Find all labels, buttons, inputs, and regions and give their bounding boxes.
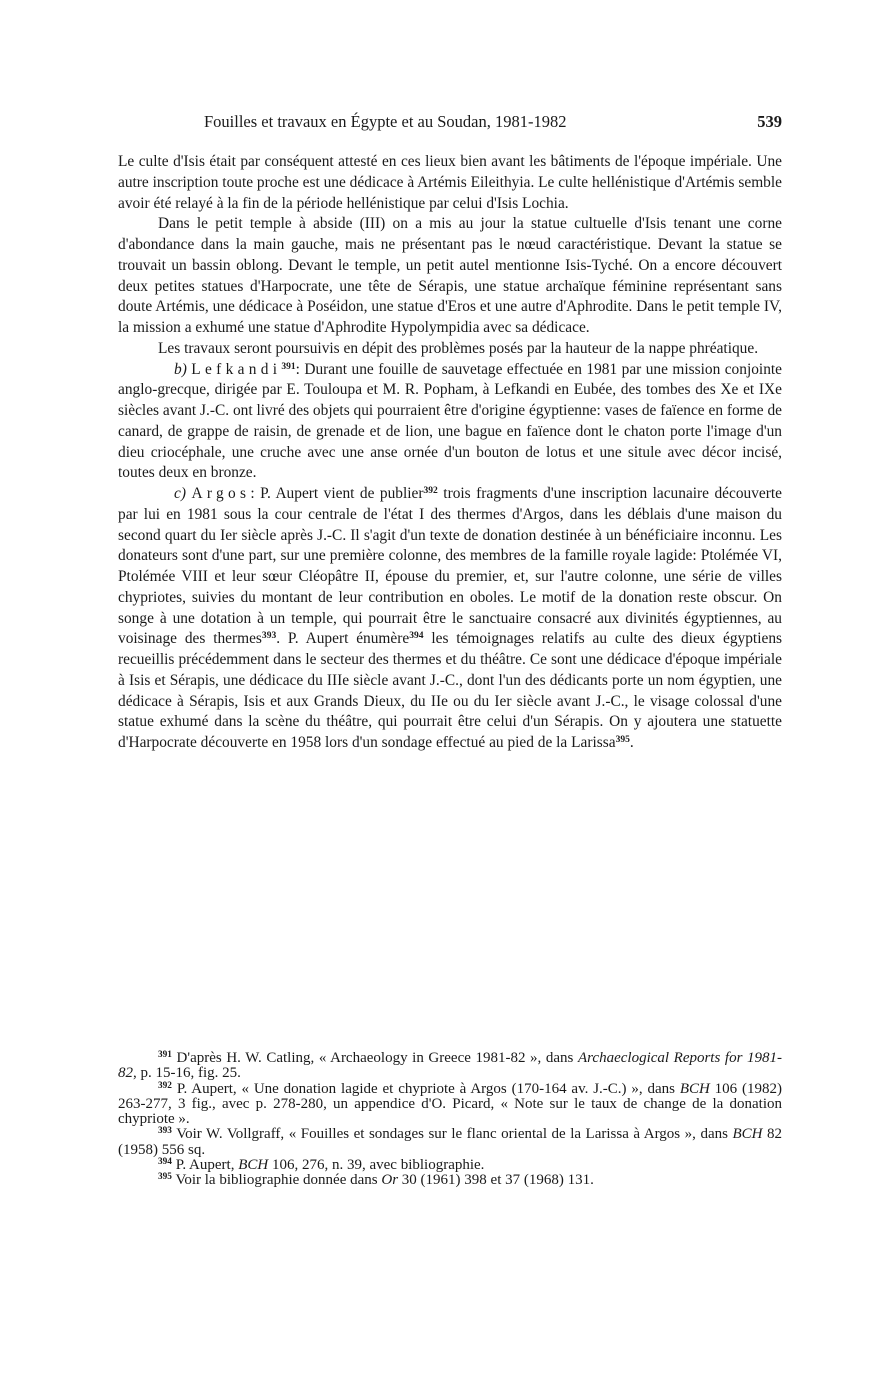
footnote-title: Or: [381, 1172, 399, 1189]
footnote-title: BCH: [238, 1157, 269, 1174]
footnote-number: 393: [158, 1126, 172, 1137]
footnote-ref-395[interactable]: 395: [615, 733, 630, 745]
place-argos: Argos: [191, 485, 251, 502]
footnote-title: BCH: [732, 1126, 763, 1143]
argos-text-c: . P. Aupert énumère: [276, 630, 410, 648]
footnote-number: 392: [158, 1080, 172, 1091]
argos-text-d: les témoignages relatifs au culte des dieux égyptiens recueillis précédemment dans le secteur des thermes et du théâtre. Ce sont une dédicace d'époque impériale à Isis et Sérapis, une dédicace du IIIe siècle avant J.-C., dont l'un des dédicants porte un nom égyptien, une dédicace à Sérapis, Isis et aux Grands Dieux, du IIe ou du Ier siècle avant J.-C., le visage colossal d'une statue exhumé dans la scène du théâtre, qui pourrait être celui d'un Sérapis. On y ajoutera une statuette d'Harpocrate découverte en 1958 lors d'un sondage effectué au pied de la Larissa: [118, 630, 782, 751]
footnote-395: [118, 1173, 782, 1188]
footnote-394: [118, 1158, 782, 1173]
paragraph-works-continue: Les travaux seront poursuivis en dépit des problèmes posés par la hauteur de la nappe phréatique.: [158, 339, 759, 357]
footnote-text: P. Aupert, « Une donation lagide et chypriote à Argos (170-164 av. J.-C.) », dans: [176, 1080, 680, 1097]
page-number: 539: [757, 112, 782, 131]
footnote-text: Voir W. Vollgraff, « Fouilles et sondages sur le flanc oriental de la Larissa à Argos », dans: [176, 1126, 733, 1143]
paragraph-temple-iii: Dans le petit temple à abside (III) on a mis au jour la statue cultuelle d'Isis tenant une corne d'abondance dans la main gauche, mais ne présentant pas le nœud caractéristique. Devant la statue se trouvait un bassin oblong. Devant le temple, un petit autel mentionne Isis-Tyché. On a encore découvert deux petites statues d'Harpocrate, une tête de Sérapis, une statue archaïque féminine représentant sans doute Artémis, une dédicace à Poséidon, une statue d'Eros et une autre d'Aphrodite. Dans le petit temple IV, la mission a exhumé une statue d'Aphrodite Hypolympidia avec sa dédicace.: [118, 215, 782, 336]
footnote-ref-392[interactable]: 392: [423, 484, 438, 496]
lefkandi-text: : Durant une fouille de sauvetage effectuée en 1981 par une mission conjointe anglo-grecque, dirigée par E. Touloupa et M. R. Popham, à Lefkandi en Eubée, des tombes des Xe et IXe siècles avant J.-C. ont livré des objets qui pourraient être d'origine égyptienne: vases de faïence en forme de canard, de grappe de raisin, de grenade et de lion, une bague en faïence dont le chaton porte l'image d'un dieu criocéphale, une cruche avec une anse ornée d'un bouton de lotus et une situle avec décor incisé, toutes deux en bronze.: [118, 360, 782, 482]
footnote-ref-391[interactable]: 391: [281, 360, 296, 372]
section-label-c: c): [174, 485, 186, 502]
footnote-392: [118, 1082, 782, 1128]
paragraph-lefkandi: [118, 360, 782, 485]
footnote-number: 391: [158, 1049, 172, 1060]
footnote-ref-393[interactable]: 393: [261, 630, 277, 641]
running-title: Fouilles et travaux en Égypte et au Soudan, 1981-1982: [204, 112, 567, 131]
place-lefkandi: Lefkandi: [191, 360, 282, 378]
argos-text-a: : P. Aupert vient de publier: [250, 485, 424, 502]
argos-text-e: .: [629, 734, 634, 751]
footnote-text: D'après H. W. Catling, « Archaeology in Greece 1981-82 », dans: [176, 1050, 578, 1066]
footnote-title: BCH: [679, 1080, 710, 1097]
footnote-text: Voir la bibliographie donnée dans: [175, 1172, 382, 1189]
footnote-ref-394[interactable]: 394: [409, 630, 424, 641]
footnote-text: , p. 15-16, fig. 25.: [133, 1065, 241, 1082]
footnote-391: [118, 1051, 782, 1082]
running-header: [118, 112, 782, 136]
footnote-text: 30 (1961) 398 et 37 (1968) 131.: [398, 1172, 594, 1189]
footnote-text: 82 (1958) 556 sq.: [118, 1126, 783, 1158]
footnote-number: 394: [158, 1156, 172, 1167]
footnote-text: 106, 276, n. 39, avec bibliographie.: [268, 1157, 485, 1174]
footnote-393: [118, 1127, 782, 1158]
paragraph-argos: [118, 484, 782, 754]
section-label-b: b): [174, 360, 187, 378]
paragraph-isis-cult: Le culte d'Isis était par conséquent attesté en ces lieux bien avant les bâtiments de l'époque impériale. Une autre inscription toute proche est une dédicace à Artémis Eileithyia. Le culte hellénistique d'Artémis semble avoir été relayé à la fin de la période hellénistique par celui d'Isis Lochia.: [118, 153, 782, 212]
footnote-text: 106 (1982) 263-277, 3 fig., avec p. 278-280, un appendice d'O. Picard, « Note sur le taux de change de la donation chypriote ».: [118, 1080, 783, 1128]
main-text: [118, 152, 782, 754]
footnotes: [118, 1051, 782, 1189]
footnote-number: 395: [158, 1172, 172, 1183]
footnote-text: P. Aupert,: [175, 1157, 239, 1174]
footnote-title: Archaeclogical Reports for 1981-82: [118, 1050, 782, 1082]
argos-text-b: trois fragments d'une inscription lacunaire découverte par lui en 1981 sous la cour centrale de l'état I des thermes d'Argos, dans les déblais d'une maison du second quart du Ier siècle après J.-C. Il s'agit d'un texte de donation destinée à un bénéficiaire inconnu. Les donateurs sont d'une part, sur une première colonne, des membres de la famille royale lagide: Ptolémée VI, Ptolémée VIII et leur sœur Cléopâtre II, épouse du premier, et, sur l'autre colonne, une série de villes chypriotes, suivies du montant de leur contribution en oboles. Le motif de la donation reste obscur. On songe à une dotation à un temple, qui pourrait être le sanctuaire consacré aux divinités égyptiennes, au voisinage des thermes: [118, 485, 782, 648]
